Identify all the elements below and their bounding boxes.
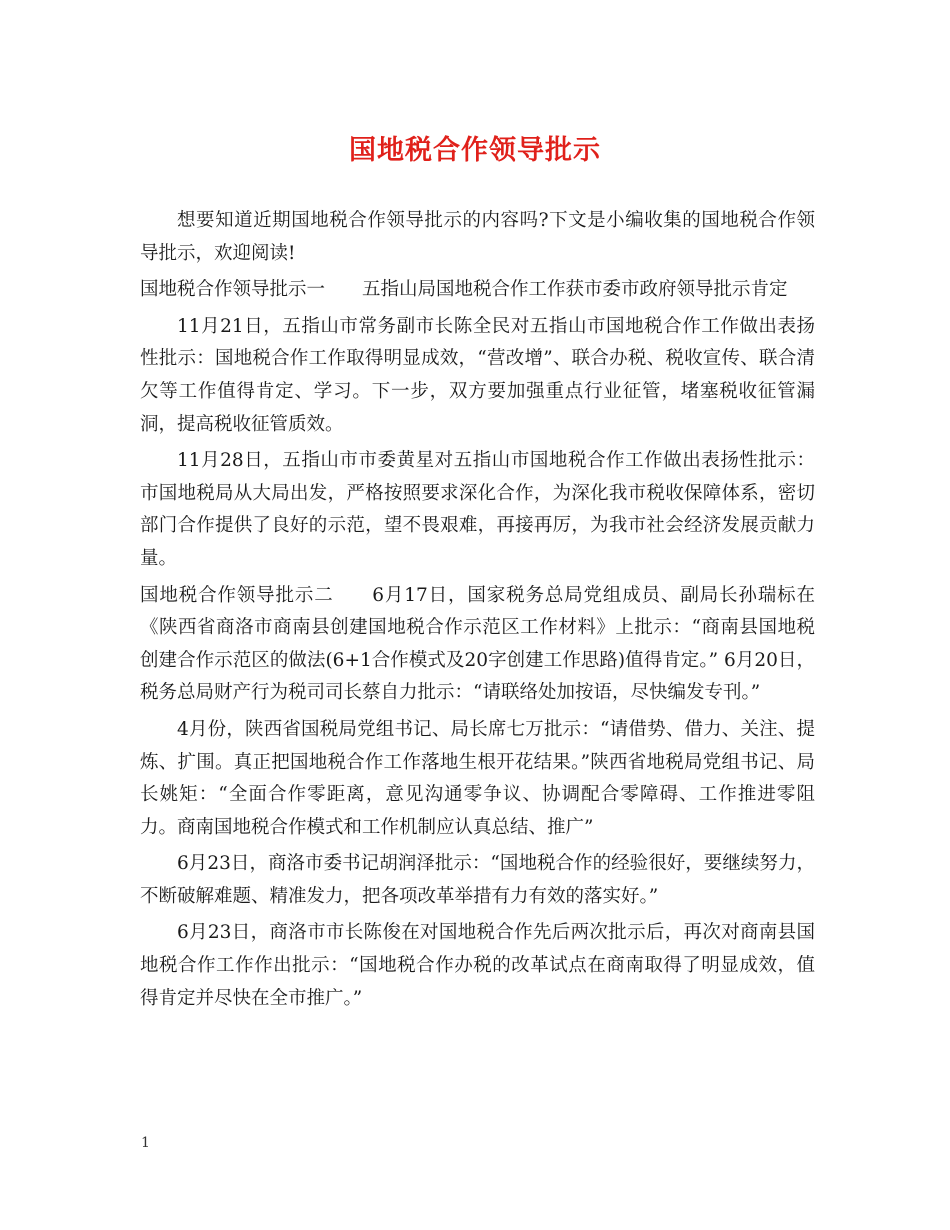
body-paragraph: 4月份，陕西省国税局党组书记、局长席七万批示：“请借势、借力、关注、提炼、扩围。真正把国地税合作工作落地生根开花结果。”陕西省地税局党组书记、局长姚矩：“全面合作零距离，意见沟通零争议、协调配合零障碍、工作推进零阻力。商南国地税合作模式和工作机制应认真总结、推广”	[140, 718, 815, 838]
body-paragraph: 6月23日，商洛市委书记胡润泽批示：“国地税合作的经验很好，要继续努力，不断破解难题、精准发力，把各项改革举措有力有效的落实好。”	[140, 853, 815, 907]
document-body	[140, 205, 815, 1019]
body-paragraph: 11月28日，五指山市市委黄星对五指山市国地税合作工作做出表扬性批示：市国地税局从大局出发，严格按照要求深化合作，为深化我市税收保障体系，密切部门合作提供了良好的示范，望不畏艰难，再接再厉，为我市社会经济发展贡献力量。	[140, 450, 815, 569]
body-paragraph: 11月21日，五指山市常务副市长陈全民对五指山市国地税合作工作做出表扬性批示：国地税合作工作取得明显成效，“营改增”、联合办税、税收宣传、联合清欠等工作值得肯定、学习。下一步，双方要加强重点行业征管，堵塞税收征管漏洞，提高税收征管质效。	[140, 315, 815, 435]
section-heading-2-paragraph: 国地税合作领导批示二 6月17日，国家税务总局党组成员、副局长孙瑞标在《陕西省商洛市商南县创建国地税合作示范区工作材料》上批示：“商南县国地税创建合作示范区的做法(6+1合作模式及20字创建工作思路)值得肯定。” 6月20日，税务总局财产行为税司司长蔡自力批示：“请联络处加按语，尽快编发专刊。”	[140, 584, 815, 704]
section-heading-1: 国地税合作领导批示一 五指山局国地税合作工作获市委市政府领导批示肯定	[140, 279, 788, 301]
intro-paragraph: 想要知道近期国地税合作领导批示的内容吗?下文是小编收集的国地税合作领导批示，欢迎阅读!	[140, 210, 815, 264]
page-number: 1	[141, 1135, 150, 1151]
body-paragraph: 6月23日，商洛市市长陈俊在对国地税合作先后两次批示后，再次对商南县国地税合作工作作出批示：“国地税合作办税的改革试点在商南取得了明显成效，值得肯定并尽快在全市推广。”	[140, 922, 815, 1009]
document-title: 国地税合作领导批示	[349, 135, 601, 166]
